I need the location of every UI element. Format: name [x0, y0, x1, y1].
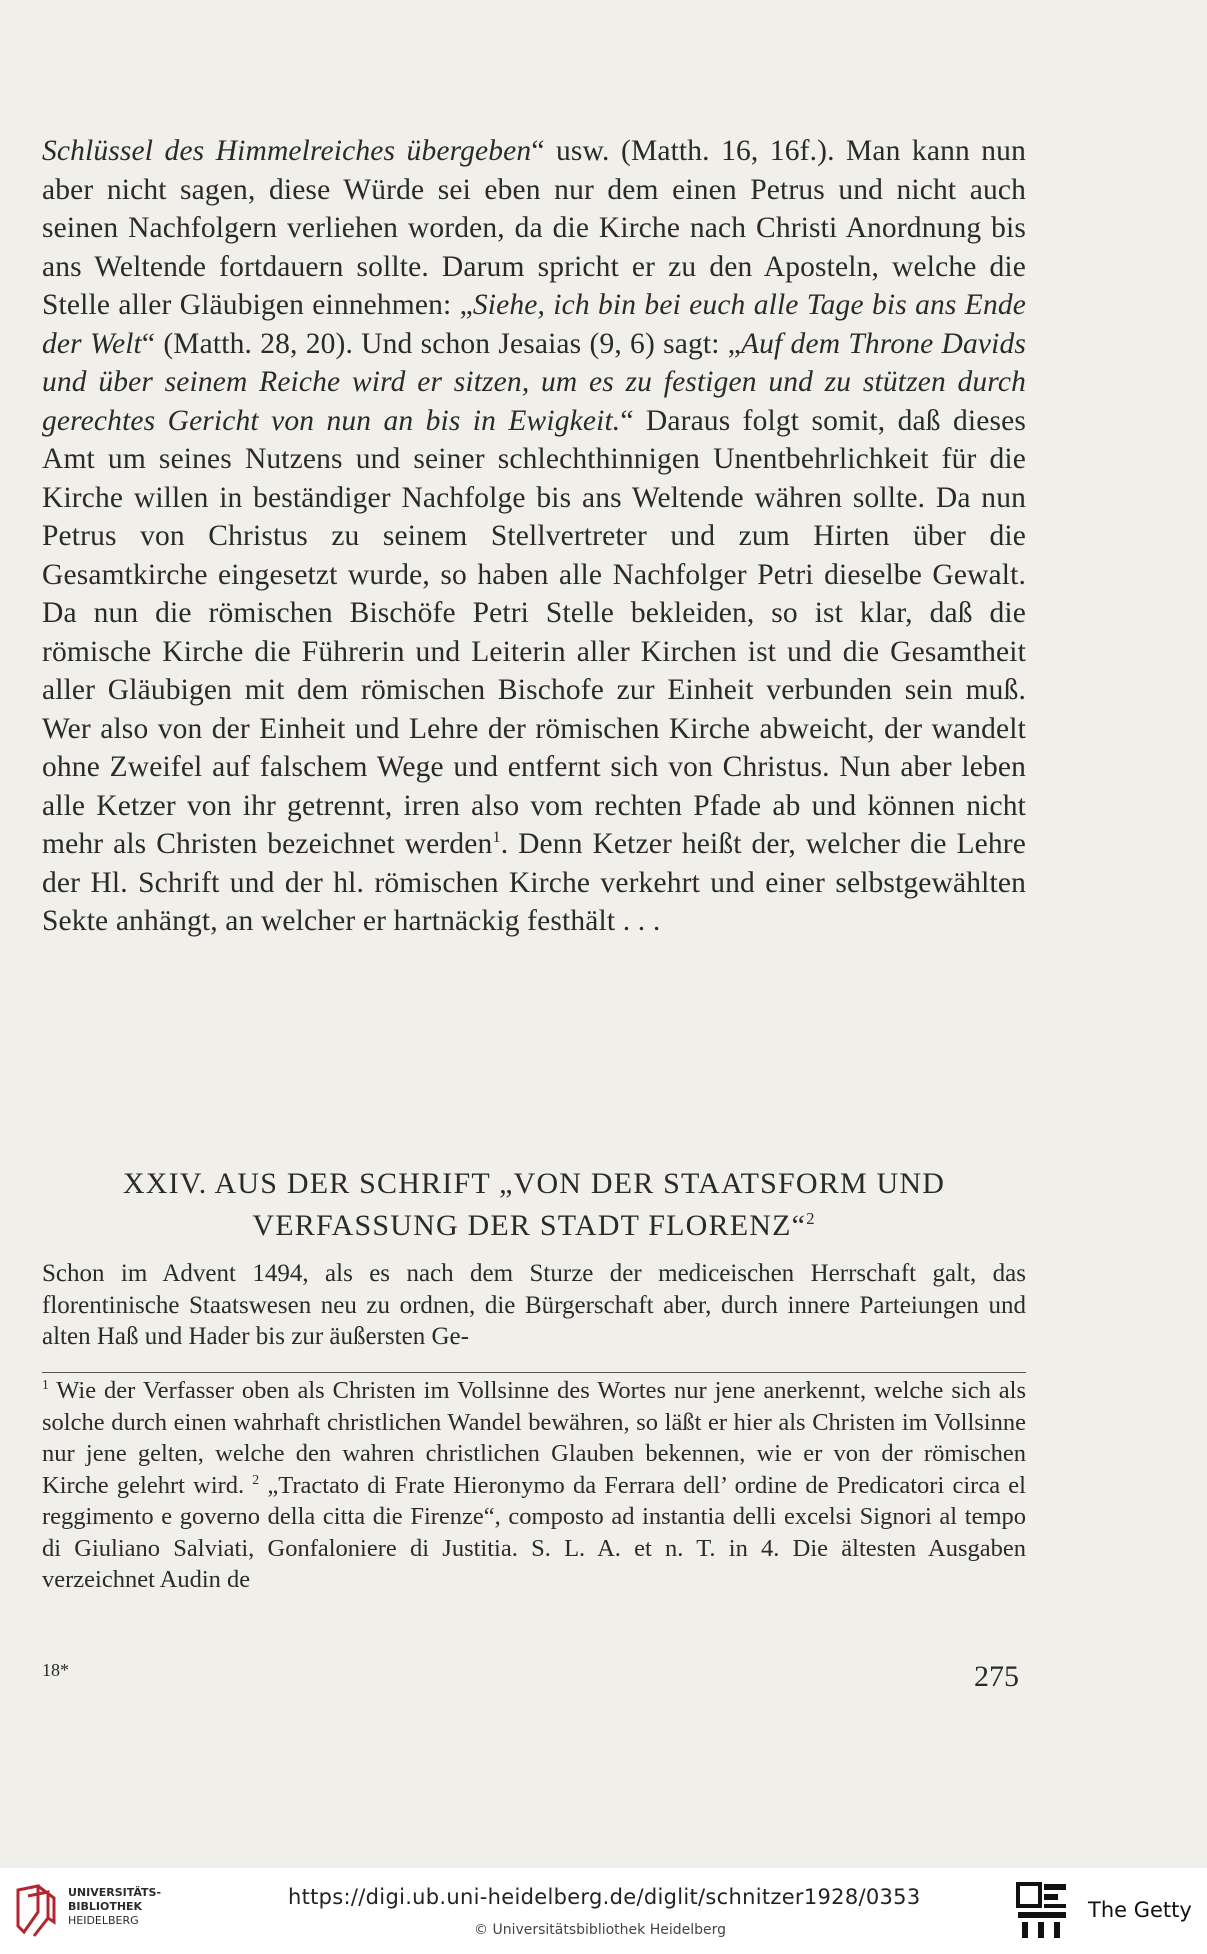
heading-line-2: VERFASSUNG DER STADT FLORENZ“$^2$: [252, 1209, 816, 1242]
permalink-url[interactable]: https://digi.ub.uni-heidelberg.de/diglit/schnitzer1928/0353: [288, 1885, 921, 1909]
quote-matthew-16: Schlüssel des Himmelreiches übergeben: [42, 135, 532, 167]
body-segment: “ usw. (Matth. 16, 16f.). Man kann nun aber nicht sagen, diese Würde sei eben nur dem einen Petrus und nicht auch seinen Nachfolgern verliehen worden, da die Kirche nach Christi Anordnung bis ans Weltende fortdauern sollte. Darum spricht er zu den Aposteln, welche die Stelle aller Gläubigen einnehmen: „: [42, 135, 1026, 321]
body-segment: . Denn Ketzer heißt der, welcher die Lehre der Hl. Schrift und der hl. römischen Kirche verkehrt und einer selbstgewählten Sekte anhängt, an welcher er hartnäckig festhält . . .: [42, 828, 1026, 937]
footnote-1-text: Wie der Verfasser oben als Christen im Vollsinne des Wortes nur jene anerkennt, welche sich als solche durch einen wahrhaft christlichen Wandel bewähren, so läßt er hier als Christen im Vollsinne nur jene gelten, welche den wahren christlichen Glauben bekennen, wie er von der römischen Kirche gelehrt wird.: [42, 1377, 1026, 1499]
page-number: 275: [974, 1660, 1019, 1693]
footnote-mark-2: 2: [252, 1471, 260, 1487]
quote-isaiah: Auf dem Throne Davids und über seinem Reiche wird er sitzen, um es zu festigen und zu stützen durch gerechtes Gericht von nun an bis in Ewigkeit.: [42, 327, 1027, 437]
footnote-mark-1: 1: [42, 1376, 49, 1392]
signature-mark: 18*: [42, 1660, 69, 1680]
footnote-divider: [42, 1372, 1026, 1373]
footnote-ref-1[interactable]: 1: [492, 828, 501, 847]
body-segment: “ Daraus folgt somit, daß dieses Amt um seines Nutzens und seiner schlechthinnigen Unentbehrlichkeit für die Kirche willen in beständiger Nachfolge bis ans Weltende währen sollte. Da nun Petrus von Christus zu seinem Stellvertreter und zum Hirten über die Gesamtkirche eingesetzt wurde, so haben alle Nachfolger Petri dieselbe Gewalt. Da nun die römischen Bischöfe Petri Stelle bekleiden, so ist klar, daß die römische Kirche die Führerin und Leiterin aller Kirchen ist und die Gesamtheit aller Gläubigen mit dem römischen Bischofe zur Einheit verbunden sein muß. Wer also von der Einheit und Lehre der römischen Kirche abweicht, der wandelt ohne Zweifel auf falschem Wege und entfernt sich von Christus. Nun aber leben alle Ketzer von ihr getrennt, irren also vom rechten Pfade ab und können nicht mehr als Christen bezeichnet werden: [42, 404, 1026, 860]
getty-logo-icon[interactable]: [1016, 1882, 1068, 1940]
body-text: [42, 132, 1026, 941]
quote-matthew-28: Siehe, ich bin bei euch alle Tage bis ans Ende der Welt: [42, 289, 1026, 360]
intro-paragraph: Schon im Advent 1494, als es nach dem Sturze der mediceischen Herrschaft galt, das florentinische Staatswesen neu zu ordnen, die Bürgerschaft aber, durch innere Parteiungen und alten Haß und Hader bis zur äußersten Ge-: [42, 1260, 1026, 1350]
footnote-2-text: „Tractato di Frate Hieronymo da Ferrara dell’ ordine de Predicatori circa el reggimento e governo della citta die Firenze“, composto ad instantia delli excelsi Signori al tempo di Giuliano Salviati, Gonfaloniere di Justitia. S. L. A. et n. T. in 4. Die ältesten Ausgaben verzeichnet Audin de: [42, 1471, 1026, 1593]
copyright-notice: © Universitätsbibliothek Heidelberg: [474, 1922, 727, 1938]
footnotes: [42, 1375, 1026, 1596]
body-segment: “ (Matth. 28, 20). Und schon Jesaias (9, 6) sagt: „: [141, 327, 741, 360]
ub-heidelberg-logo-icon[interactable]: [14, 1882, 58, 1938]
getty-name: The Getty: [1088, 1898, 1192, 1922]
ub-heidelberg-name: UNIVERSITÄTS- BIBLIOTHEK HEIDELBERG: [68, 1886, 162, 1927]
heading-line-1: XXIV. AUS DER SCHRIFT „VON DER STAATSFORM UND: [122, 1167, 946, 1200]
section-heading: [42, 1163, 1026, 1247]
viewer-footer: [0, 1868, 1207, 1954]
footnote-ref-2[interactable]: 2: [806, 1209, 816, 1228]
